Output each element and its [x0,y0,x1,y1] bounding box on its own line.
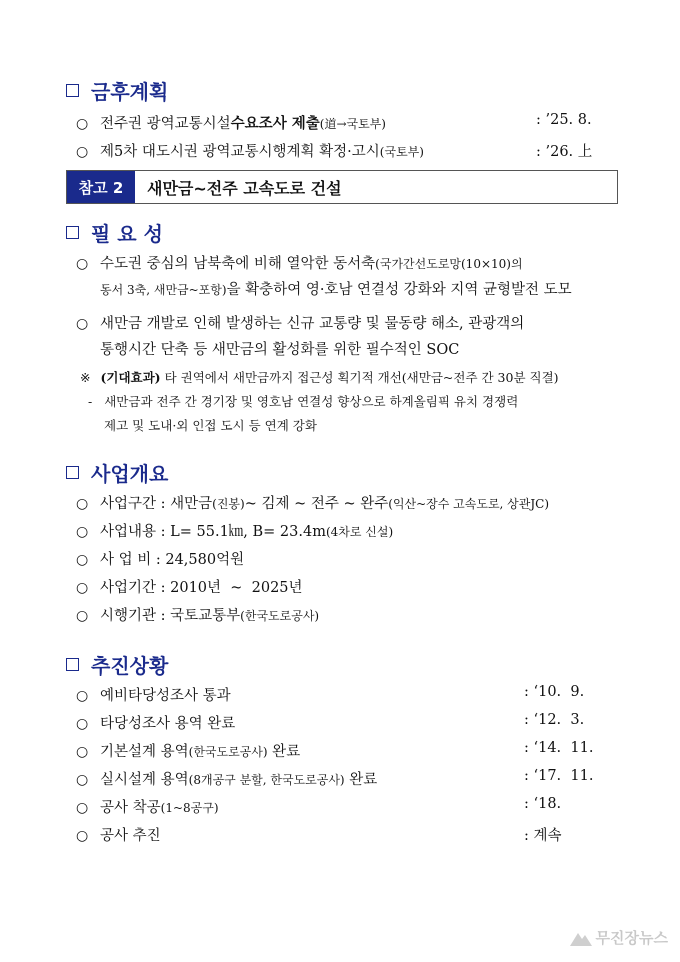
list-item: ○ 새만금 개발로 인해 발생하는 신규 교통량 및 물동량 해소, 관광객의 [76,316,525,332]
list-item: ○ 예비타당성조사 통과 [76,688,231,704]
section-overview [66,458,168,487]
checkbox-square-icon [66,658,79,671]
watermark [570,927,668,948]
list-item: ○ 실시설계 용역 (8개공구 분할, 한국도로공사) 완료 [76,772,378,788]
list-item: ○ 공사 착공 (1~8공구) [76,800,219,816]
list-item: ○ 사 업 비 : 24,580억원 [76,552,245,568]
list-item-continuation: 통행시간 단축 등 새만금의 활성화를 위한 필수적인 SOC [100,342,460,358]
section-title: 금후계획 [91,80,169,104]
list-item: ○ 전주권 광역교통시설 수요조사 제출 (道→국토부) [76,115,386,132]
section-future-plan [66,76,168,105]
note-detail: - 새만금과 전주 간 경기장 및 영호남 연결성 향상으로 하계올림픽 유치 경쟁력 [88,394,519,409]
section-title: 사업개요 [91,462,169,486]
list-item-continuation: 동서 3축, 새만금~포항) 을 확충하여 영·호남 연결성 강화와 지역 균형발전 도모 [100,282,572,298]
note-expected-effect: ※ (기대효과) 타 권역에서 새만금까지 접근성 획기적 개선(새만금~전주 간 30분 직결) [80,370,559,385]
watermark-text: 무진장뉴스 [595,929,668,947]
date-value: : ’26. 上 [536,144,593,160]
date-value: : 계속 [524,828,562,844]
list-item: ○ 사업구간 : 새만금 (진봉) ~ 김제 ~ 전주 ~ 완주 (익산~장수 고속도로, 상관JC) [76,496,550,512]
section-title: 필 요 성 [91,222,163,246]
list-item: ○ 수도권 중심의 남북축에 비해 열악한 동서축 (국가간선도로망(10×10)의 [76,256,523,272]
date-value: : ‘18. [524,796,562,812]
list-item: ○ 기본설계 용역 (한국도로공사) 완료 [76,744,301,760]
section-title: 추진상황 [91,654,169,678]
date-value: : ‘10. 9. [524,684,585,700]
mountain-logo-icon [570,929,592,947]
checkbox-square-icon [66,466,79,479]
reference-title: 새만금~전주 고속도로 건설 [147,178,342,198]
reference-banner [66,170,618,204]
date-value: : ‘14. 11. [524,740,594,756]
list-item: ○ 공사 추진 [76,828,161,844]
list-item: ○ 시행기관 : 국토교통부 (한국도로공사) [76,608,320,624]
reference-tag: 참고 2 [67,171,135,203]
note-detail-continuation: 제고 및 도내·외 인접 도시 등 연계 강화 [104,418,317,433]
date-value: : ‘17. 11. [524,768,594,784]
checkbox-square-icon [66,84,79,97]
section-progress [66,650,168,679]
date-value: : ‘12. 3. [524,712,585,728]
date-value: : ’25. 8. [536,112,592,128]
list-item: ○ 사업기간 : 2010년 ~ 2025년 [76,580,303,596]
list-item: ○ 제5차 대도시권 광역교통시행계획 확정·고시 (국토부) [76,144,424,160]
checkbox-square-icon [66,226,79,239]
list-item: ○ 타당성조사 용역 완료 [76,716,236,732]
section-necessity [66,218,163,247]
list-item: ○ 사업내용 : L= 55.1㎞, B= 23.4m (4차로 신설) [76,524,394,540]
